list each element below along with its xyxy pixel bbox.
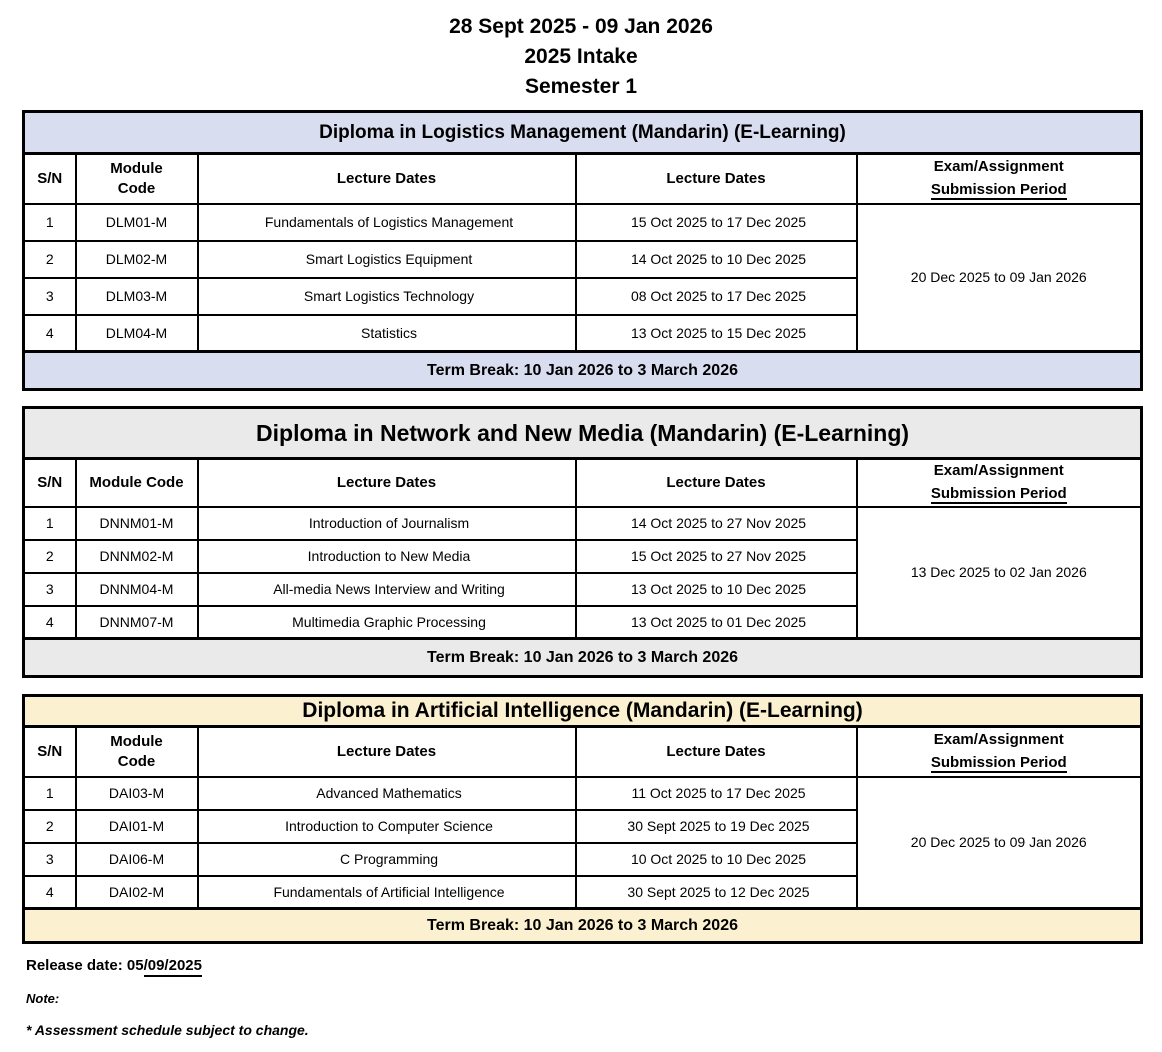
module-name-cell: Fundamentals of Artificial Intelligence [198, 876, 576, 909]
term-break-row [24, 352, 1142, 390]
module-code-cell: DNNM07-M [76, 606, 198, 639]
program-title-row [24, 112, 1142, 154]
term-break-row [24, 909, 1142, 943]
schedule-date-range: 28 Sept 2025 - 09 Jan 2026 [449, 15, 713, 38]
sn-cell: 3 [24, 278, 76, 315]
page-header [0, 0, 1162, 102]
lecture-dates-cell: 08 Oct 2025 to 17 Dec 2025 [576, 278, 857, 315]
module-name-cell: All-media News Interview and Writing [198, 573, 576, 606]
column-header-row [24, 154, 1142, 204]
module-name-cell: Multimedia Graphic Processing [198, 606, 576, 639]
exam-period-cell: 20 Dec 2025 to 09 Jan 2026 [857, 204, 1142, 352]
program-title-network-media: Diploma in Network and New Media (Mandarin) (E-Learning) [24, 408, 1142, 459]
content [22, 110, 1140, 944]
program-title-ai: Diploma in Artificial Intelligence (Mandarin) (E-Learning) [24, 696, 1142, 727]
lecture-dates-cell: 13 Oct 2025 to 15 Dec 2025 [576, 315, 857, 352]
module-name-cell: Statistics [198, 315, 576, 352]
program-table-logistics [22, 110, 1143, 391]
module-code-cell: DLM02-M [76, 241, 198, 278]
col-header-sn: S/N [24, 727, 76, 777]
module-code-cell: DLM04-M [76, 315, 198, 352]
lecture-dates-cell: 15 Oct 2025 to 17 Dec 2025 [576, 204, 857, 241]
module-code-cell: DAI03-M [76, 777, 198, 810]
term-break-label: Term Break: 10 Jan 2026 to 3 March 2026 [24, 352, 1142, 390]
program-table-network-media [22, 406, 1143, 678]
lecture-dates-cell: 10 Oct 2025 to 10 Dec 2025 [576, 843, 857, 876]
col-header-lecture-2: Lecture Dates [576, 459, 857, 507]
module-code-cell: DNNM04-M [76, 573, 198, 606]
col-header-lecture-2: Lecture Dates [576, 154, 857, 204]
note-label: Note: [26, 991, 60, 1006]
module-code-cell: DAI02-M [76, 876, 198, 909]
program-title-row [24, 408, 1142, 459]
program-title-logistics: Diploma in Logistics Management (Mandarin) (E-Learning) [24, 112, 1142, 154]
col-header-lecture-1: Lecture Dates [198, 459, 576, 507]
module-name-cell: Introduction to New Media [198, 540, 576, 573]
module-name-cell: Introduction of Journalism [198, 507, 576, 540]
module-name-cell: Smart Logistics Equipment [198, 241, 576, 278]
table-row [24, 777, 1142, 810]
col-header-exam: Exam/Assignment Submission Period [857, 459, 1142, 507]
term-break-label: Term Break: 10 Jan 2026 to 3 March 2026 [24, 639, 1142, 677]
module-code-cell: DNNM01-M [76, 507, 198, 540]
table-row [24, 507, 1142, 540]
module-name-cell: Smart Logistics Technology [198, 278, 576, 315]
col-header-module-code: Module Code [76, 727, 198, 777]
lecture-dates-cell: 30 Sept 2025 to 12 Dec 2025 [576, 876, 857, 909]
intake-label: 2025 Intake [524, 45, 638, 68]
lecture-dates-cell: 15 Oct 2025 to 27 Nov 2025 [576, 540, 857, 573]
lecture-dates-cell: 11 Oct 2025 to 17 Dec 2025 [576, 777, 857, 810]
sn-cell: 1 [24, 204, 76, 241]
sn-cell: 2 [24, 540, 76, 573]
lecture-dates-cell: 13 Oct 2025 to 10 Dec 2025 [576, 573, 857, 606]
module-name-cell: Introduction to Computer Science [198, 810, 576, 843]
col-header-exam: Exam/Assignment Submission Period [857, 727, 1142, 777]
sn-cell: 3 [24, 573, 76, 606]
module-name-cell: Advanced Mathematics [198, 777, 576, 810]
col-header-module-code: Module Code [76, 154, 198, 204]
column-header-row [24, 459, 1142, 507]
release-date [26, 957, 1162, 974]
sn-cell: 4 [24, 315, 76, 352]
footer [26, 957, 1162, 1038]
program-table-ai [22, 694, 1143, 944]
sn-cell: 3 [24, 843, 76, 876]
assessment-note: * Assessment schedule subject to change. [26, 1022, 309, 1038]
module-code-cell: DLM01-M [76, 204, 198, 241]
sn-cell: 1 [24, 507, 76, 540]
col-header-sn: S/N [24, 459, 76, 507]
term-break-label: Term Break: 10 Jan 2026 to 3 March 2026 [24, 909, 1142, 943]
col-header-module-code: Module Code [76, 459, 198, 507]
col-header-lecture-1: Lecture Dates [198, 727, 576, 777]
semester-label: Semester 1 [524, 75, 638, 98]
col-header-sn: S/N [24, 154, 76, 204]
module-name-cell: Fundamentals of Logistics Management [198, 204, 576, 241]
sn-cell: 1 [24, 777, 76, 810]
module-name-cell: C Programming [198, 843, 576, 876]
lecture-dates-cell: 30 Sept 2025 to 19 Dec 2025 [576, 810, 857, 843]
program-title-row [24, 696, 1142, 727]
module-code-cell: DLM03-M [76, 278, 198, 315]
lecture-dates-cell: 13 Oct 2025 to 01 Dec 2025 [576, 606, 857, 639]
table-row [24, 204, 1142, 241]
module-code-cell: DAI01-M [76, 810, 198, 843]
col-header-lecture-1: Lecture Dates [198, 154, 576, 204]
sn-cell: 4 [24, 876, 76, 909]
release-date-value: 05/09/2025 [127, 957, 202, 977]
sn-cell: 2 [24, 810, 76, 843]
lecture-dates-cell: 14 Oct 2025 to 10 Dec 2025 [576, 241, 857, 278]
exam-period-cell: 13 Dec 2025 to 02 Jan 2026 [857, 507, 1142, 639]
col-header-lecture-2: Lecture Dates [576, 727, 857, 777]
sn-cell: 4 [24, 606, 76, 639]
col-header-exam: Exam/Assignment Submission Period [857, 154, 1142, 204]
lecture-dates-cell: 14 Oct 2025 to 27 Nov 2025 [576, 507, 857, 540]
module-code-cell: DNNM02-M [76, 540, 198, 573]
exam-period-cell: 20 Dec 2025 to 09 Jan 2026 [857, 777, 1142, 909]
sn-cell: 2 [24, 241, 76, 278]
term-break-row [24, 639, 1142, 677]
column-header-row [24, 727, 1142, 777]
module-code-cell: DAI06-M [76, 843, 198, 876]
release-date-label: Release date: [26, 957, 123, 974]
